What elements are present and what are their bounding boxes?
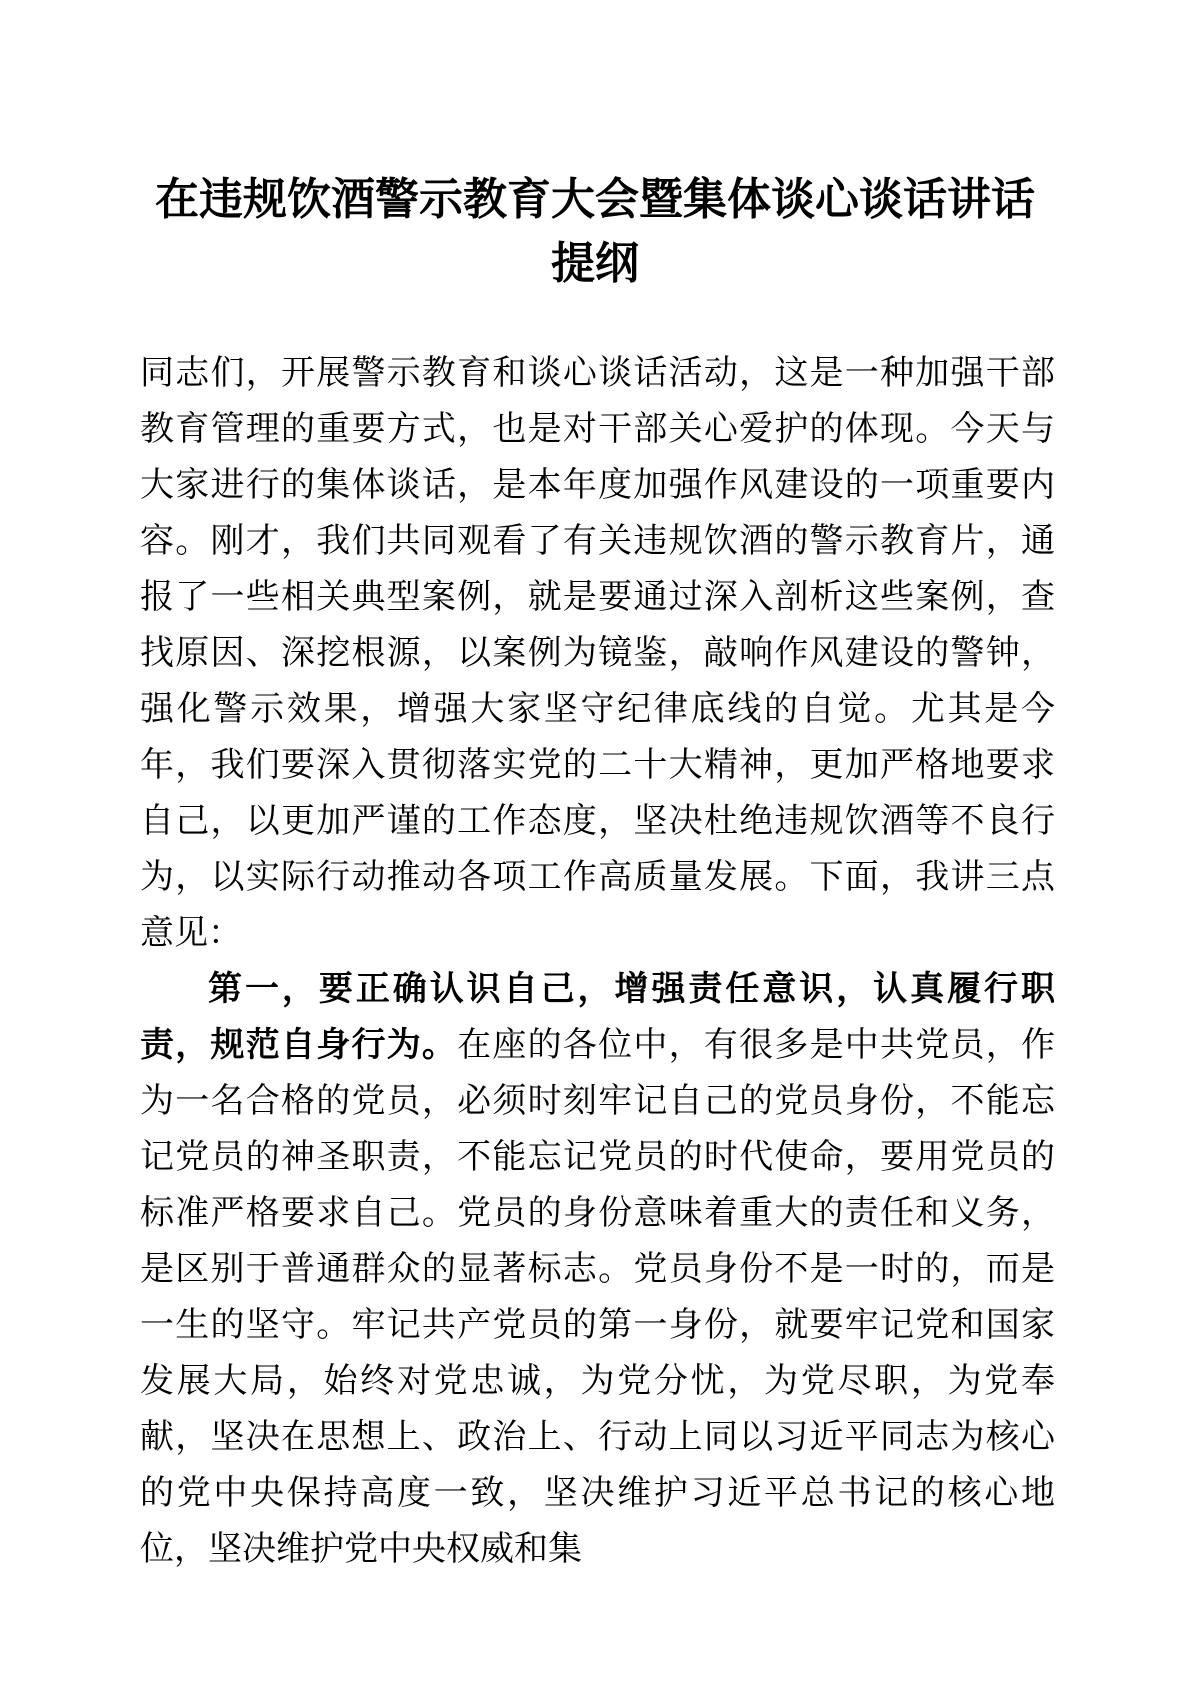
paragraph-intro xyxy=(140,346,1055,962)
title-line-2: 提纲 xyxy=(551,239,639,288)
paragraph-point-one xyxy=(140,962,1055,1578)
document-body xyxy=(140,346,1055,1578)
paragraph-point-one-text: 在座的各位中，有很多是中共党员，作为一名合格的党员，必须时刻牢记自己的党员身份，不能忘记党员的神圣职责，不能忘记党员的时代使命，要用党员的标准严格要求自己。党员的身份意味着重大的责任和义务，是区别于普通群众的显著标志。党员身份不是一时的，而是一生的坚守。牢记共产党员的第一身份，就要牢记党和国家发展大局，始终对党忠诚，为党分忧，为党尽职，为党奉献，坚决在思想上、政治上、行动上同以习近平同志为核心的党中央保持高度一致，坚决维护习近平总书记的核心地位，坚决维护党中央权威和集 xyxy=(140,1027,1056,1568)
document-title xyxy=(105,168,1085,296)
title-line-1: 在违规饮酒警示教育大会暨集体谈心谈话讲话 xyxy=(155,175,1035,224)
paragraph-lead-bold: 第一，要正确认识自己，增强责任意识，认真履行职责，规范自身行为。 xyxy=(140,971,1055,1064)
paragraph-intro-text: 同志们，开展警示教育和谈心谈话活动，这是一种加强干部教育管理的重要方式，也是对干部关心爱护的体现。今天与大家进行的集体谈话，是本年度加强作风建设的一项重要内容。刚才，我们共同观看了有关违规饮酒的警示教育片，通报了一些相关典型案例，就是要通过深入剖析这些案例，查找原因、深挖根源，以案例为镜鉴，敲响作风建设的警钟，强化警示效果，增强大家坚守纪律底线的自觉。尤其是今年，我们要深入贯彻落实党的二十大精神，更加严格地要求自己，以更加严谨的工作态度，坚决杜绝违规饮酒等不良行为，以实际行动推动各项工作高质量发展。下面，我讲三点意见： xyxy=(140,355,1055,952)
